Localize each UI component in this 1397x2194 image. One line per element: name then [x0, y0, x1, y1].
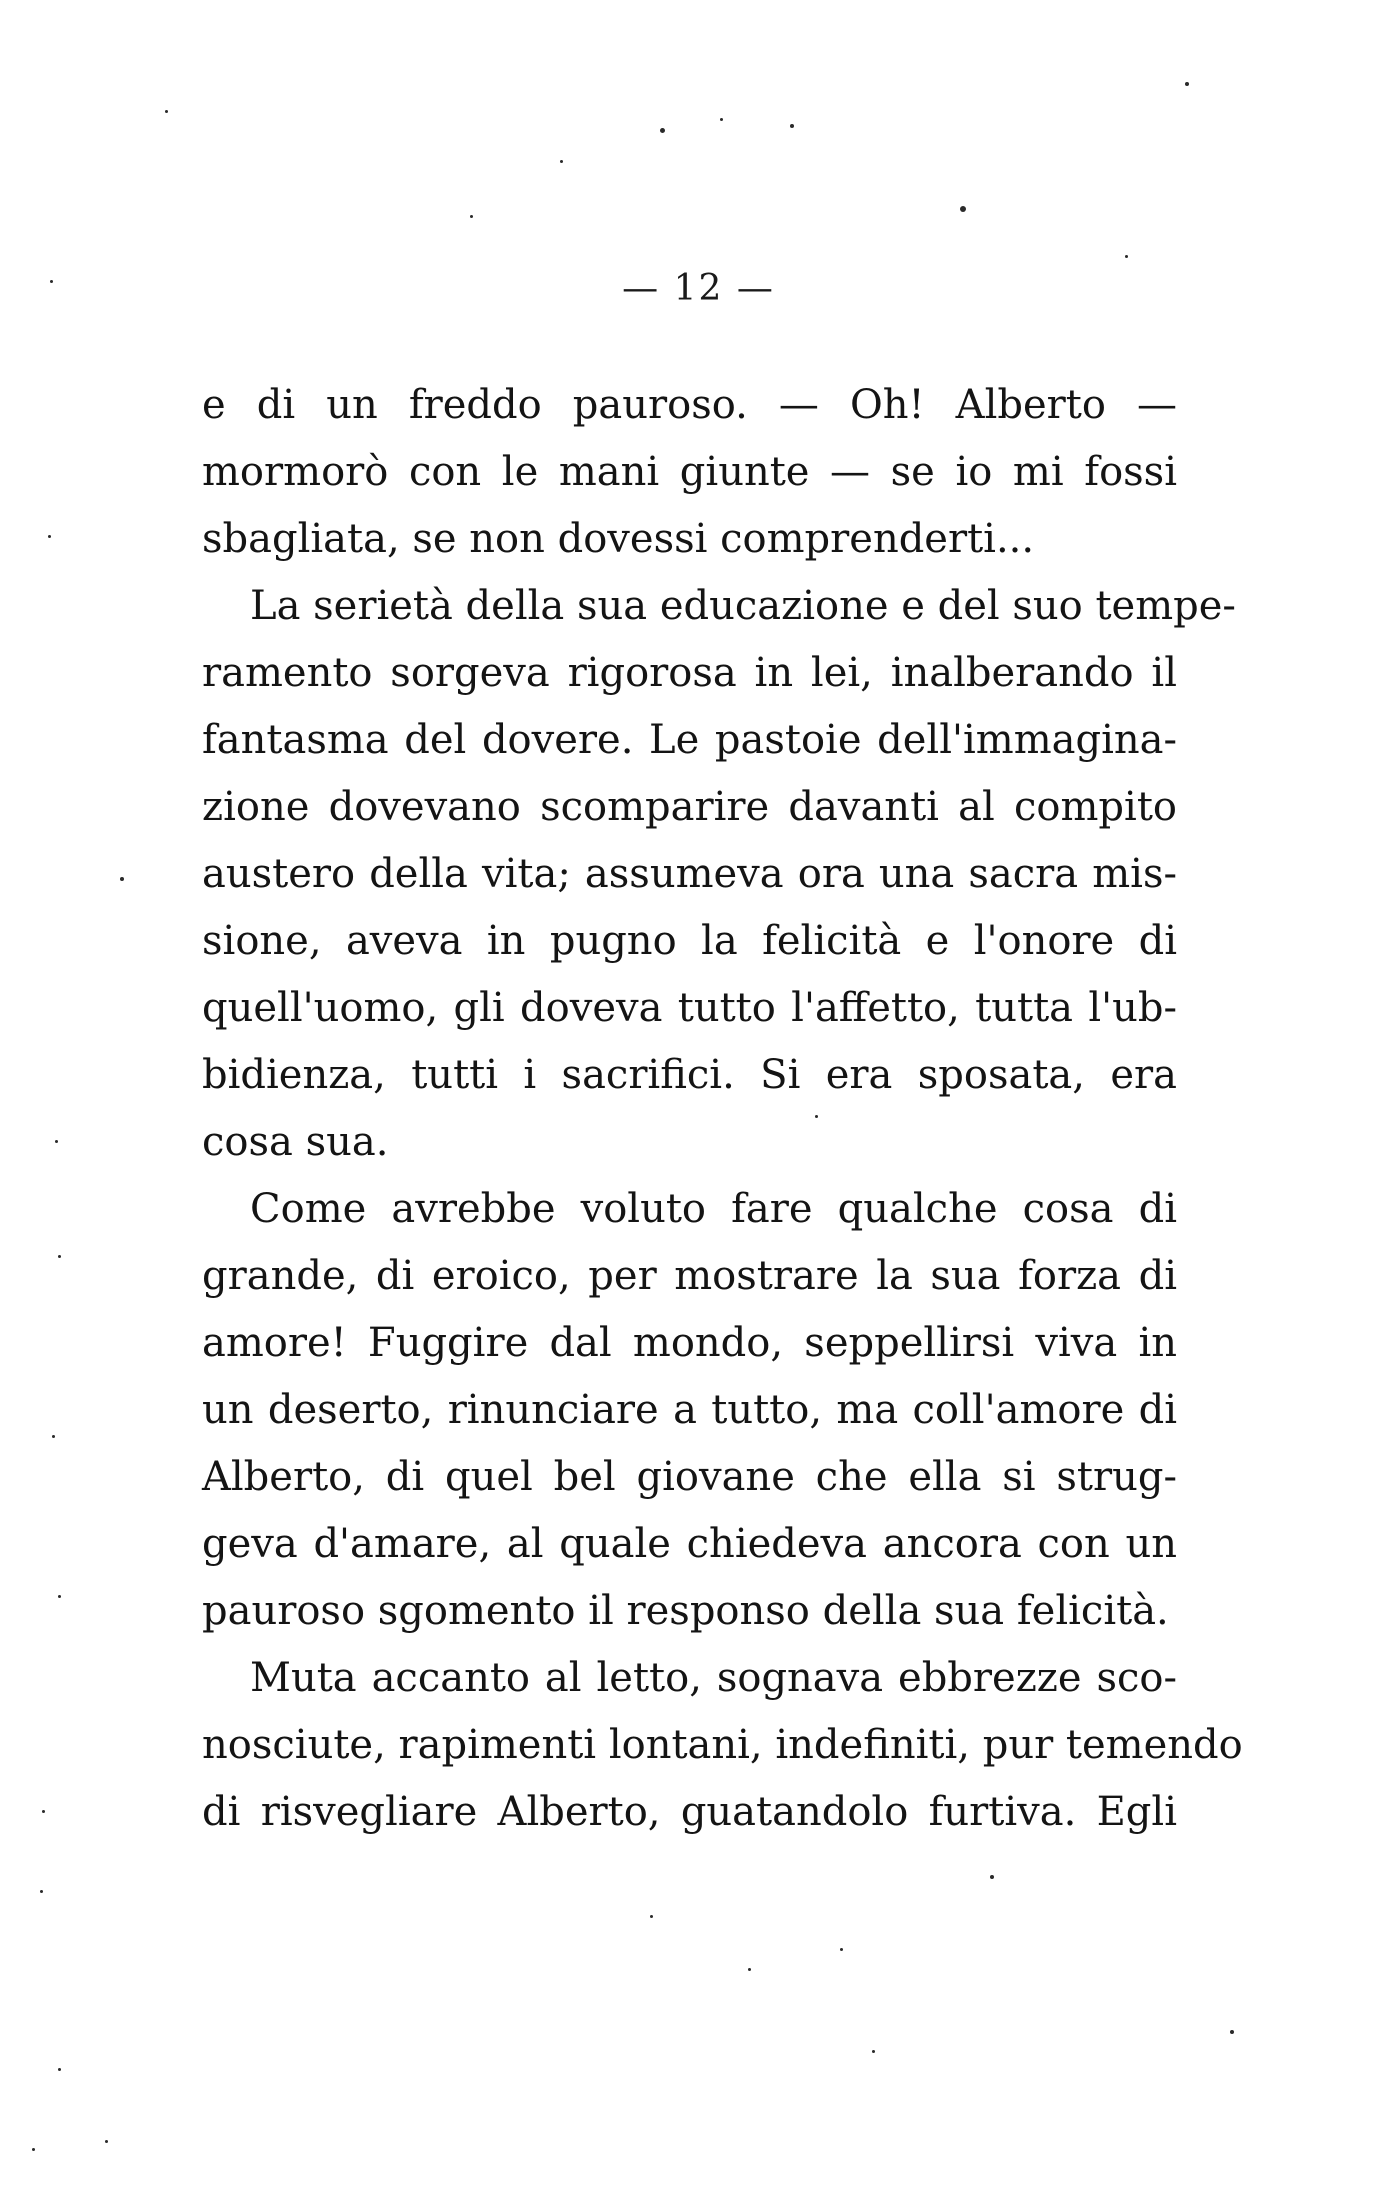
text-line: un deserto, rinunciare a tutto, ma coll'amore di [202, 1387, 1177, 1433]
text-line: Muta accanto al letto, sognava ebbrezze sco- [250, 1655, 1177, 1701]
text-line: austero della vita; assumeva ora una sacra mis- [202, 851, 1177, 897]
text-line: nosciute, rapimenti lontani, indefiniti, pur temendo [202, 1722, 1243, 1768]
text-line: zione dovevano scomparire davanti al compito [202, 784, 1177, 830]
text-line: bidienza, tutti i sacrifici. Si era sposata, era [202, 1052, 1177, 1098]
text-line: sbagliata, se non dovessi comprenderti... [202, 516, 1035, 562]
text-line: mormorò con le mani giunte — se io mi fossi [202, 449, 1177, 495]
text-line: grande, di eroico, per mostrare la sua forza di [202, 1253, 1177, 1299]
text-line: fantasma del dovere. Le pastoie dell'immagina- [202, 717, 1177, 763]
text-line: Alberto, di quel bel giovane che ella si strug- [202, 1454, 1177, 1500]
text-line: quell'uomo, gli doveva tutto l'affetto, tutta l'ub- [202, 985, 1177, 1031]
text-line: ramento sorgeva rigorosa in lei, inalberando il [202, 650, 1177, 696]
text-line: Come avrebbe voluto fare qualche cosa di [250, 1186, 1177, 1232]
text-line: cosa sua. [202, 1119, 389, 1165]
text-line: geva d'amare, al quale chiedeva ancora con un [202, 1521, 1177, 1567]
text-line: sione, aveva in pugno la felicità e l'onore di [202, 918, 1177, 964]
text-line: La serietà della sua educazione e del suo tempe- [250, 583, 1236, 629]
body-text [202, 372, 1243, 1846]
text-line: pauroso sgomento il responso della sua felicità. [202, 1588, 1169, 1634]
page-number: — 12 — [622, 268, 775, 309]
text-line: e di un freddo pauroso. — Oh! Alberto — [202, 382, 1177, 428]
text-line: amore! Fuggire dal mondo, seppellirsi viva in [202, 1320, 1177, 1366]
text-line: di risvegliare Alberto, guatandolo furtiva. Egli [202, 1789, 1177, 1835]
